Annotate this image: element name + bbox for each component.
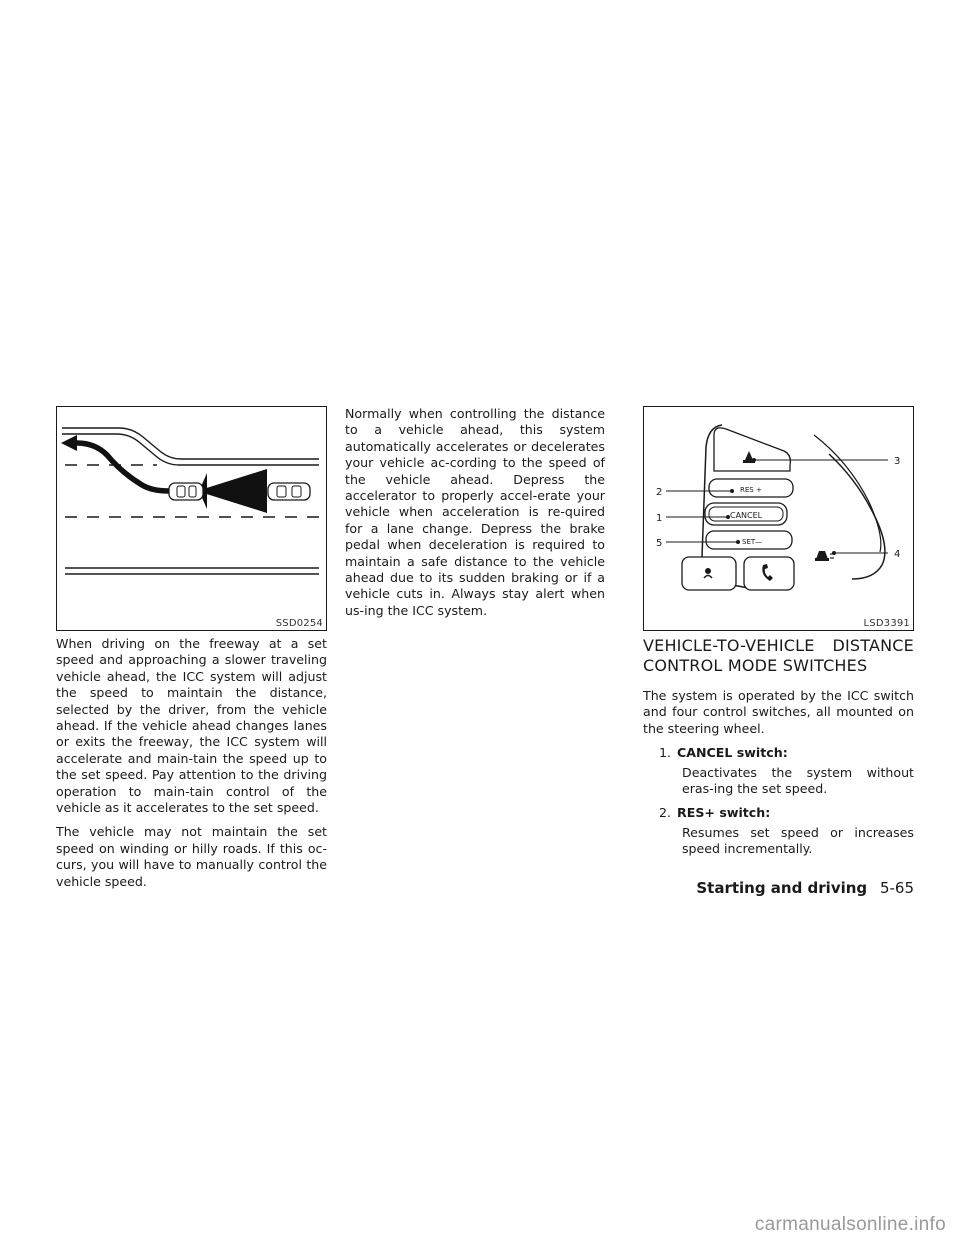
paragraph: The vehicle may not maintain the set speed on winding or hilly roads. If this oc-curs, you will have to manually control the vehicle speed.	[56, 824, 327, 889]
list-item-description: Deactivates the system without eras-ing the set speed.	[682, 764, 914, 797]
svg-text:2: 2	[656, 487, 663, 498]
list-item-description: Resumes set speed or increases speed incrementally.	[682, 824, 914, 857]
freeway-diagram	[56, 406, 327, 631]
right-column	[643, 636, 914, 866]
freeway-diagram-art	[57, 407, 326, 630]
list-item-head	[659, 745, 914, 761]
figure-code: LSD3391	[863, 618, 910, 629]
list-item-label: RES+ switch:	[677, 805, 771, 821]
page-number: 5-65	[879, 879, 914, 897]
svg-text:3: 3	[894, 456, 901, 467]
paragraph: Normally when controlling the distance to a vehicle ahead, this system automatically accelerates or decelerates your vehicle ac-cording to the speed of the vehicle ahead. Depress the accelerator to properly accel-erate your vehicle when acceleration is re-quired for a lane change. Depress the brake pedal when deceleration is required to maintain a safe distance to the vehicle ahead due to its sudden braking or if a vehicle cuts in. Always stay alert when us-ing the ICC system.	[345, 406, 605, 618]
list-item-number: 2.	[659, 805, 672, 821]
svg-text:5: 5	[656, 538, 663, 549]
middle-column	[345, 406, 605, 627]
list-item-label: CANCEL switch:	[677, 745, 788, 761]
left-column	[56, 636, 327, 898]
callout-4	[832, 549, 900, 560]
section-heading: VEHICLE-TO-VEHICLE DISTANCE CONTROL MODE SWITCHES	[643, 636, 914, 675]
icc-switch-icon	[815, 551, 834, 561]
steering-switch-diagram	[643, 406, 914, 631]
watermark: carmanualsonline.info	[754, 1214, 946, 1235]
footer-section: Starting and driving	[696, 879, 868, 897]
paragraph: When driving on the freeway at a set speed and approaching a slower traveling vehicle ahead, the ICC system will adjust the speed to maintain the distance, selected by the driver, from the vehicle ahead. If the vehicle ahead changes lanes or exits the freeway, the ICC system will accelerate and main-tain the speed up to the set speed. Pay attention to the driving operation to main-tain control of the vehicle as it accelerates to the set speed.	[56, 636, 327, 816]
list-item-number: 1.	[659, 745, 672, 761]
svg-text:1: 1	[656, 513, 663, 524]
steering-switch-art	[644, 407, 913, 630]
cancel-switch-label: CANCEL	[730, 511, 763, 520]
list-item-head	[659, 805, 914, 821]
own-vehicle	[169, 483, 203, 500]
paragraph: The system is operated by the ICC switch and four control switches, all mounted on the steering wheel.	[643, 688, 914, 736]
svg-text:4: 4	[894, 549, 901, 560]
set-switch-label: SET—	[742, 538, 763, 546]
figure-code: SSD0254	[275, 618, 323, 629]
page-footer	[696, 879, 914, 897]
vehicle-ahead	[268, 483, 310, 500]
res-switch-label: RES +	[740, 486, 762, 494]
